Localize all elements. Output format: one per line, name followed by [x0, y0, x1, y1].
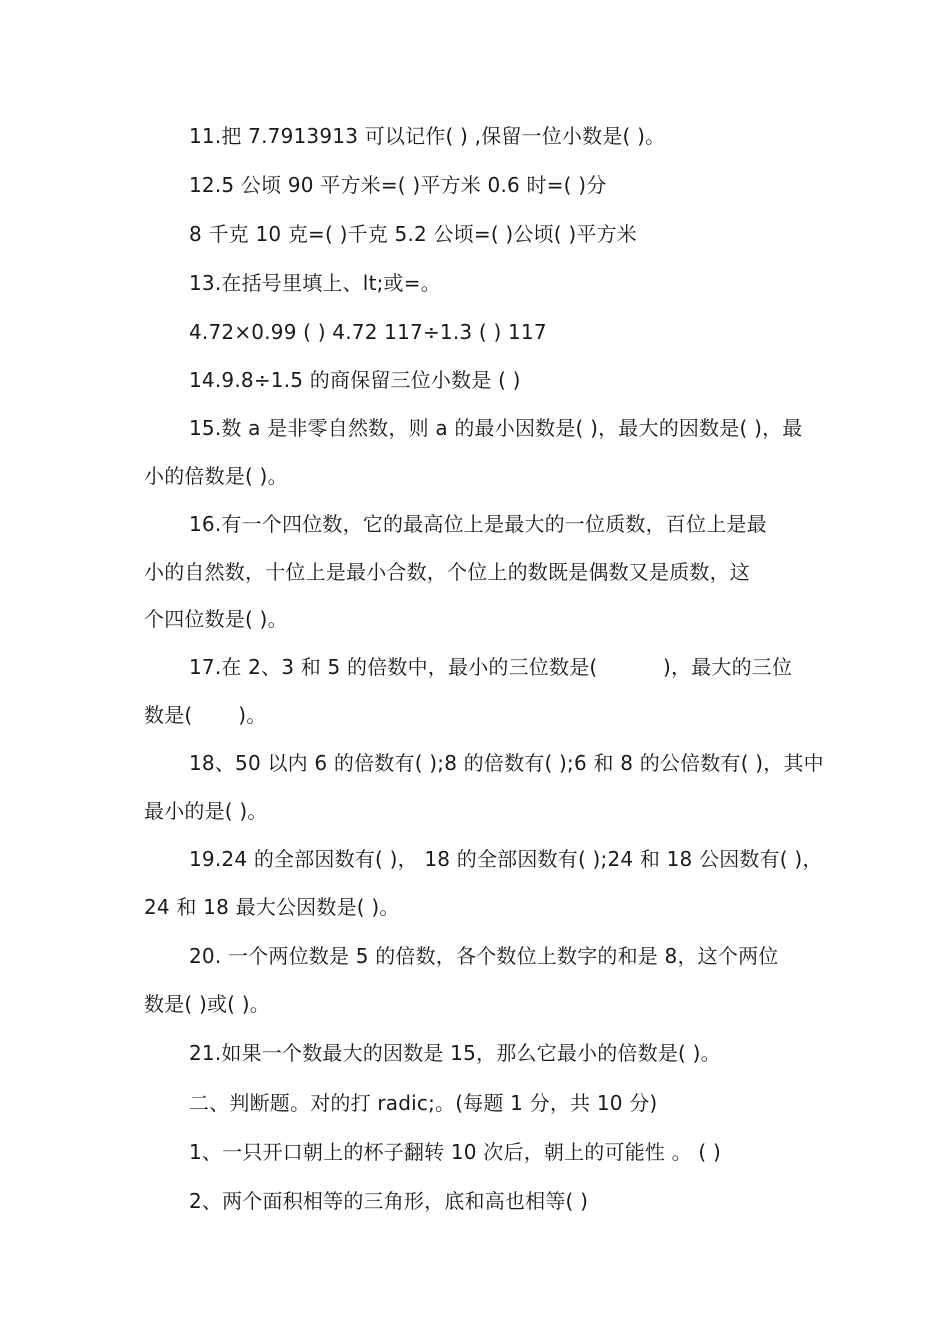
question-21: 21.如果一个数最大的因数是 15，那么它最小的倍数是( )。 — [189, 1041, 721, 1065]
judgement-question-1: 1、一只开口朝上的杯子翻转 10 次后，朝上的可能性 。 ( ) — [189, 1140, 721, 1164]
question-18-line-2: 最小的是( )。 — [144, 799, 268, 823]
question-12-line-2: 8 千克 10 克=( )千克 5.2 公顷=( )公顷( )平方米 — [189, 222, 637, 246]
question-18-line-1: 18、50 以内 6 的倍数有( );8 的倍数有( );6 和 8 的公倍数有( )，其中 — [189, 751, 824, 775]
question-13-items: 4.72×0.99 ( ) 4.72 117÷1.3 ( ) 117 — [189, 320, 547, 344]
question-12-line-1: 12.5 公顷 90 平方米=( )平方米 0.6 时=( )分 — [189, 173, 607, 197]
question-17-line-2: 数是( )。 — [144, 703, 267, 727]
question-16-line-3: 个四位数是( )。 — [144, 607, 288, 631]
question-16-line-2: 小的自然数，十位上是最小合数，个位上的数既是偶数又是质数，这 — [144, 560, 750, 584]
question-15-line-1: 15.数 a 是非零自然数，则 a 的最小因数是( )，最大的因数是( )，最 — [189, 416, 803, 440]
question-20-line-1: 20. 一个两位数是 5 的倍数，各个数位上数字的和是 8，这个两位 — [189, 944, 779, 968]
question-15-line-2: 小的倍数是( )。 — [144, 464, 288, 488]
section-2-heading: 二、判断题。对的打 radic;。(每题 1 分，共 10 分) — [189, 1091, 658, 1115]
question-19-line-1: 19.24 的全部因数有( )， 18 的全部因数有( );24 和 18 公因数有( )， — [189, 847, 823, 871]
question-19-line-2: 24 和 18 最大公因数是( )。 — [144, 895, 400, 919]
question-16-line-1: 16.有一个四位数，它的最高位上是最大的一位质数，百位上是最 — [189, 512, 767, 536]
question-13: 13.在括号里填上、lt;或=。 — [189, 271, 441, 295]
question-20-line-2: 数是( )或( )。 — [144, 992, 270, 1016]
question-17-line-1: 17.在 2、3 和 5 的倍数中，最小的三位数是( )，最大的三位 — [189, 655, 793, 679]
judgement-question-2: 2、两个面积相等的三角形，底和高也相等( ) — [189, 1189, 589, 1213]
question-11: 11.把 7.7913913 可以记作( ) ,保留一位小数是( )。 — [189, 124, 666, 148]
question-14: 14.9.8÷1.5 的商保留三位小数是 ( ) — [189, 368, 521, 392]
